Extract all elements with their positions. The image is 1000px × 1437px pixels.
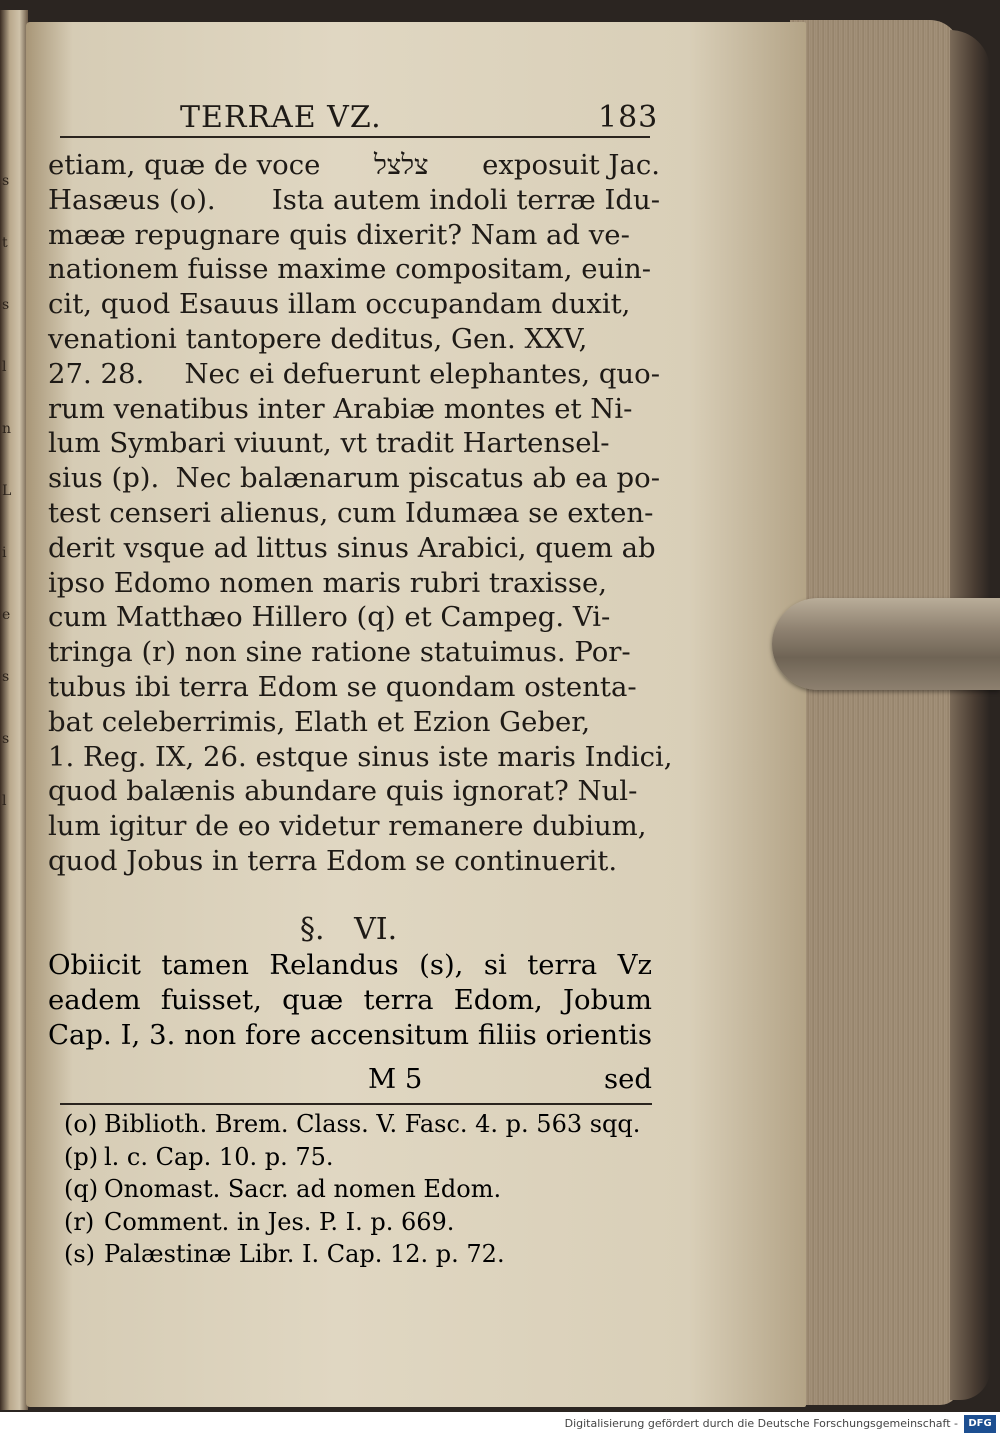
text-line: [48, 148, 660, 183]
left-page-letter: L: [2, 483, 12, 499]
text-line: [48, 740, 673, 775]
footnote-key: (o): [64, 1110, 98, 1138]
text-segment: quod Jobus in terra Edom se continuerit.: [48, 844, 618, 877]
text-segment: rum venatibus inter Arabiæ montes et Ni-: [48, 392, 633, 425]
text-segment: etiam, quæ de voce: [48, 149, 321, 181]
text-line: [48, 566, 660, 601]
text-line: [48, 287, 660, 322]
page-fore-edge: [790, 20, 960, 1405]
footnote-text: Comment. in Jes. P. I. p. 669.: [104, 1207, 455, 1236]
running-head-title: TERRAE VZ.: [180, 100, 382, 135]
left-page-letter: s: [2, 731, 10, 747]
text-line: [48, 357, 660, 392]
text-segment: eadem fuisset, quæ terra Edom, Jobum: [48, 983, 652, 1016]
text-line: [48, 496, 660, 531]
text-line: [48, 809, 660, 844]
left-page-letter: t: [2, 235, 8, 251]
text-segment: lum igitur de eo videtur remanere dubium,: [48, 810, 647, 843]
footnote-text: Palæstinæ Libr. I. Cap. 12. p. 72.: [104, 1240, 505, 1268]
signature-line: [48, 1063, 652, 1097]
text-line: [48, 600, 660, 635]
left-page-edge: [0, 10, 28, 1410]
left-page-letter: i: [2, 545, 7, 561]
text-segment: Ista autem indoli terræ Idu-: [271, 183, 660, 216]
footnote-item: [64, 1141, 654, 1174]
text-segment: cum Matthæo Hillero (q) et Campeg. Vi-: [48, 601, 611, 634]
left-page-letter: n: [2, 421, 12, 437]
footnotes: [64, 1108, 654, 1271]
text-segment: tringa (r) non sine ratione statuimus. Por-: [48, 636, 631, 669]
text-segment: lum Symbari viuunt, vt tradit Hartensel-: [48, 427, 610, 460]
main-text-continued: [48, 948, 652, 1052]
text-segment: bat celeberrimis, Elath et Ezion Geber,: [48, 705, 591, 738]
text-line: [48, 670, 660, 705]
text-segment: derit vsque ad littus sinus Arabici, quem ab: [48, 531, 656, 564]
text-segment: quod balænis abundare quis ignorat? Nul-: [48, 775, 638, 808]
text-segment: test censeri alienus, cum Idumæa se exten-: [48, 496, 654, 529]
credit-bar: [0, 1412, 1000, 1437]
text-line: [48, 705, 660, 740]
head-rule: [60, 136, 650, 138]
text-line: [48, 218, 660, 253]
footnote-item: [64, 1108, 654, 1141]
footnote-key: (q): [64, 1175, 99, 1203]
footnote-text: Onomast. Sacr. ad nomen Edom.: [104, 1175, 502, 1203]
credit-text: Digitalisierung gefördert durch die Deutsche Forschungsgemeinschaft -: [564, 1417, 958, 1430]
signature-mark: M 5: [368, 1063, 423, 1095]
left-page-letter: l: [2, 793, 7, 809]
text-line: [48, 392, 660, 427]
section-heading: §. VI.: [300, 912, 398, 947]
text-segment: Nec ei defuerunt elephantes, quo-: [184, 357, 660, 390]
footnote-item: [64, 1206, 654, 1239]
text-segment: Hasæus (o).: [48, 183, 216, 216]
text-segment: mææ repugnare quis dixerit? Nam ad ve-: [48, 218, 630, 251]
text-line: [48, 322, 660, 357]
text-segment: nationem fuisse maxime compositam, euin-: [48, 253, 651, 286]
left-page-letter: e: [2, 607, 11, 623]
catchword: sed: [604, 1063, 652, 1095]
text-line: [48, 461, 660, 496]
text-line: [48, 531, 660, 566]
text-segment: cit, quod Esauus illam occupandam duxit,: [48, 288, 631, 321]
text-segment: Nec balænarum piscatus ab ea po-: [175, 462, 660, 495]
hebrew-word: צלצל: [373, 149, 429, 181]
footnote-text: l. c. Cap. 10. p. 75.: [104, 1142, 334, 1171]
footnote-text: Biblioth. Brem. Class. V. Fasc. 4. p. 563 sqq.: [104, 1110, 641, 1138]
page-number: 183: [598, 100, 659, 135]
page-clip: [772, 598, 1000, 690]
text-line: [48, 635, 660, 670]
left-page-letter: s: [2, 173, 10, 189]
text-segment: 27. 28.: [48, 357, 145, 390]
footnote-item: [64, 1238, 654, 1271]
footnote-key: (p): [64, 1142, 99, 1171]
text-segment: exposuit Jac.: [482, 149, 660, 181]
footnote-item: [64, 1173, 654, 1206]
text-line: [48, 983, 652, 1018]
dfg-logo: DFG: [964, 1415, 996, 1433]
left-page-letters: [2, 150, 18, 832]
text-line: [48, 426, 660, 461]
text-line: [48, 1018, 652, 1053]
text-line: [48, 948, 652, 983]
footnote-rule: [60, 1103, 652, 1105]
text-segment: 1. Reg. IX, 26. estque sinus iste maris Indici,: [48, 740, 673, 773]
text-segment: ipso Edomo nomen maris rubri traxisse,: [48, 566, 608, 599]
text-segment: Cap. I, 3. non fore accensitum filiis orientis: [48, 1018, 652, 1051]
left-page-letter: s: [2, 297, 10, 313]
text-line: [48, 183, 660, 218]
text-segment: sius (p).: [48, 462, 160, 495]
text-segment: venationi tantopere deditus, Gen. XXV,: [48, 322, 588, 355]
book-cover-edge: [950, 30, 990, 1400]
footnote-key: (r): [64, 1207, 95, 1236]
text-line: [48, 844, 660, 879]
text-segment: Obiicit tamen Relandus (s), si terra Vz: [48, 949, 652, 981]
text-line: [48, 252, 660, 287]
text-segment: tubus ibi terra Edom se quondam ostenta-: [48, 670, 637, 703]
left-page-letter: s: [2, 669, 10, 685]
footnote-key: (s): [64, 1240, 96, 1268]
main-text: [48, 148, 673, 879]
text-line: [48, 774, 660, 809]
running-head: [180, 100, 659, 140]
left-page-letter: l: [2, 359, 7, 375]
